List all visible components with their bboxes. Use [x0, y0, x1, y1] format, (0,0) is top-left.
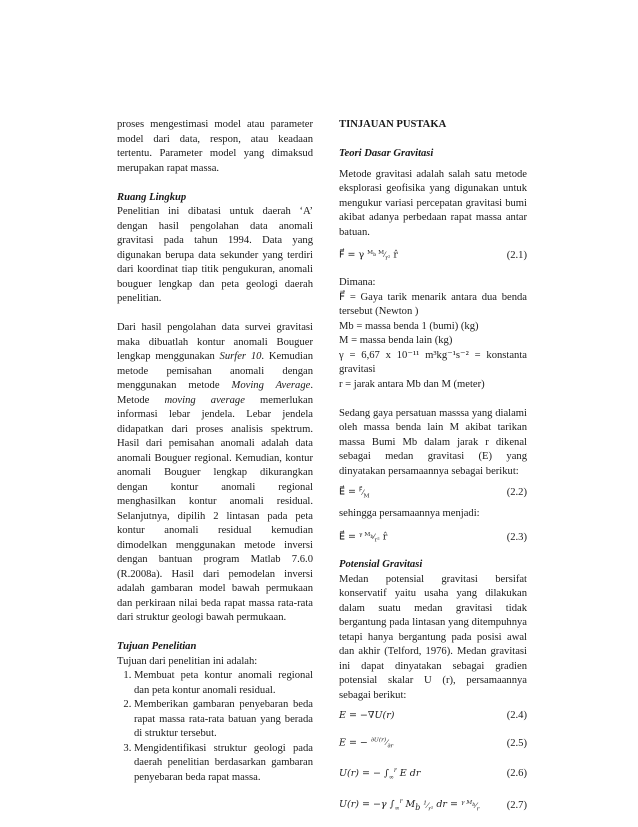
heading-ruang-lingkup: Ruang Lingkup [117, 191, 187, 203]
equation-2-1: F⃗ = γ $^{M_b M}⁄_{r^2}$ r̂ (2.1) [339, 249, 527, 262]
right-column [339, 118, 527, 827]
equation-2-3: E⃗ = $^{\gamma M_b}⁄_{r^2}$ r̂ (2.3) [339, 531, 527, 544]
equation-2-7: U(r) = −γ $\int_\infty^r$ $M_b$ $^1⁄_{r^2}$ dr = $^{\gamma M_b}⁄_r$ (2.7) [339, 798, 527, 813]
equation-2-2: E⃗ = $^{F⃗}⁄_M$ (2.2) [339, 486, 527, 499]
equation-2-6: U(r) = − $\int_\infty^r$ E dr (2.6) [339, 766, 527, 781]
equation-2-4: E = −∇U(r) (2.4) [339, 710, 527, 722]
heading-teori-dasar: Teori Dasar Gravitasi [339, 148, 434, 159]
sehingga-label: sehingga persamaannya menjadi: [339, 508, 480, 520]
list-item: 2. Memberikan gambaran penyebaran beda rapat massa rata-rata batuan yang berada di struktur tersebut. [134, 698, 313, 742]
pengolahan-paragraph: Dari hasil pengolahan data survei gravitasi maka dibuatlah kontur anomali Bouguer lengkap menggunakan Surfer 10. Kemudian metode pemisahan anomali dengan menggunakan metode Moving Average. Metode moving average memerlukan informasi lebar jendela. Lebar jendela didapatkan dari proses analisis spektrum. Hasil dari pemisahan anomali adalah data anomali Bouguer regional. Kemudian, kontur anomali Bouguer lengkap dikurangkan dengan kontur anomali regional menghasilkan kontur anomali residual. Selanjutnya, dipilih 2 lintasan pada peta kontur anomali residual kemudian dimodelkan menggunakan metode inversi dengan bantuan program Matlab 7.6.0 (R.2008a). Hasil dari pemodelan inversi adalah gambaran model bawah permukaan dan perkiraan nilai beda rapat massa rata-rata dari struktur geologi bawah permukaan. [117, 322, 314, 623]
def-force: F⃗ = Gaya tarik menarik antara dua benda tersebut (Newton ) [339, 291, 527, 318]
def-m: M = massa benda lain (kg) [339, 335, 453, 347]
left-column [117, 118, 313, 785]
tujuan-list [117, 669, 313, 785]
potensial-paragraph: Medan potensial gravitasi bersifat konservatif yaitu usaha yang dilakukan dalam suatu medan gravitasi tidak bergantung pada lintasan yang ditempuhnya tetapi hanya bergantung pada posisi awal dan akhir (Telford, 1976). Medan gravitasi ini dapat dinyatakan sebagai gradien potensial skalar U (r), persamaannya sebagai berikut: [339, 573, 527, 701]
equation-2-5: E = − $^{\partial U(r)}⁄_{\partial r}$ (2.5) [339, 736, 527, 750]
sedang-paragraph: Sedang gaya persatuan masssa yang dialami oleh massa benda lain M akibat tarikan massa Bumi Mb dalam jarak r dikenal sebagai medan gravitasi (E) yang dinyatakan persamaannya sebagai berikut: [339, 407, 527, 477]
def-mb: Mb = massa benda 1 (bumi) (kg) [339, 320, 479, 332]
list-item: 3. Mengidentifikasi struktur geologi pada daerah penelitian berdasarkan gambaran penyebaran beda rapat massa. [134, 742, 313, 786]
intro-paragraph: proses mengestimasi model atau parameter model dari data, respon, atau keadaan tertentu. Parameter model yang dimaksud merupakan rapat massa. [117, 119, 313, 174]
def-r: r = jarak antara Mb dan M (meter) [339, 378, 485, 390]
heading-potensial-gravitasi: Potensial Gravitasi [339, 559, 423, 571]
list-item: 1. Membuat peta kontur anomali regional dan peta kontur anomali residual. [134, 669, 313, 698]
def-gamma: γ = 6,67 x 10⁻¹¹ m³kg⁻¹s⁻² = konstanta gravitasi [339, 349, 527, 376]
dimana-label: Dimana: [339, 277, 376, 289]
heading-tinjauan-pustaka: TINJAUAN PUSTAKA [339, 119, 447, 130]
teori-paragraph: Metode gravitasi adalah salah satu metode eksplorasi geofisika yang digunakan untuk mengukur variasi percepatan gravitasi bumi akibat adanya perbedaan rapat massa antar batuan. [339, 168, 527, 238]
ruang-lingkup-paragraph: Penelitian ini dibatasi untuk daerah ‘A’ dengan hasil pengolahan data anomali gravitasi pada tahun 1994. Data yang digunakan berupa data sekunder yang terdiri dari koordinat tiap titik pengukuran, anomali bouguer lengkap dan peta geologi daerah penelitian. [117, 206, 313, 304]
tujuan-intro: Tujuan dari penelitian ini adalah: [117, 655, 258, 667]
heading-tujuan-penelitian: Tujuan Penelitian [117, 641, 197, 652]
